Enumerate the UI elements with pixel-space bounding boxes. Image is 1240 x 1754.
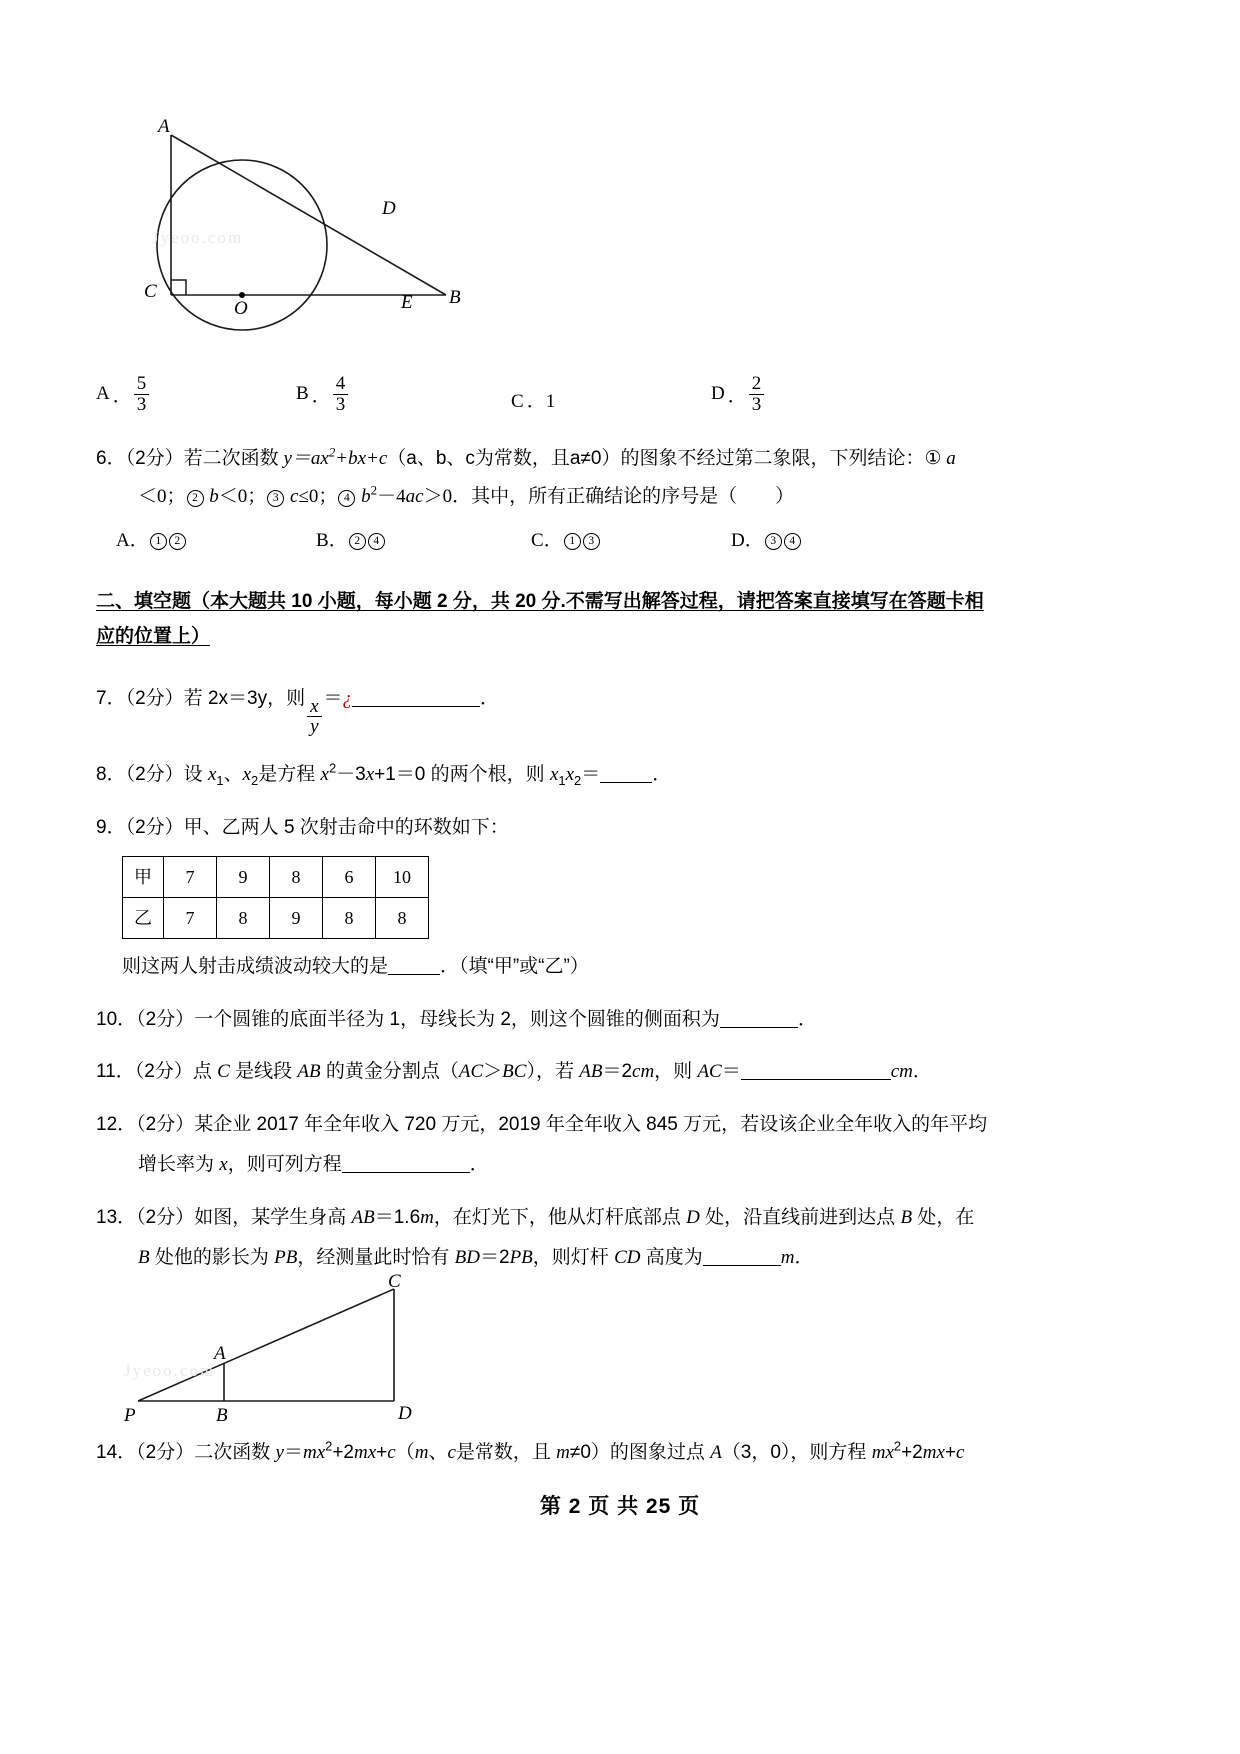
question-10-answer-blank[interactable] [720,1027,798,1028]
question-9-score-table [122,856,429,939]
question-8-number: 8 [96,764,107,786]
question-9-text: 甲、乙两人 5 次射击命中的环数如下： [183,816,509,838]
q5-option-A-denominator: 3 [134,394,150,415]
q5-option-B[interactable]: B ． $\frac{4}{3}$ [296,374,511,415]
table-cell: 8 [323,898,376,939]
question-9 [96,814,1151,982]
question-13-answer-blank[interactable] [703,1265,781,1266]
question-13 [96,1204,1151,1429]
circled-4-icon: 4 [784,533,801,550]
table-cell: 7 [164,898,217,939]
circled-3-icon: 3 [765,533,782,550]
q6-option-D-label: D [731,529,745,551]
question-6-number: 6 [96,447,107,469]
table-cell: 10 [376,857,429,898]
question-11-unit: cm [890,1061,913,1083]
section-2-heading-line-2: 应的位置上） [96,626,211,648]
q5-option-C-label: C [511,390,524,412]
question-12-marks: （2分） [136,1113,195,1135]
question-12-text-2: 增长率为 x，则可列方程 [138,1154,342,1176]
figure1-label-O: O [234,298,248,319]
question-11-tail: ． [912,1061,932,1083]
question-13-unit: m [780,1247,795,1269]
table-row [123,898,429,939]
table-cell: 6 [323,857,376,898]
question-8-marks: （2分） [125,764,184,786]
question-11-text: 点 C 是线段 AB 的黄金分割点（AC＞BC），若 AB＝2cm，则 AC＝ [192,1061,741,1083]
q5-option-A-label: A [96,383,110,405]
section-2-heading [96,584,1151,654]
q5-option-B-fraction [333,374,349,415]
figure1-label-C: C [144,281,157,302]
question-14-line: 14．（2分）二次函数 $y=mx^2+2mx+c(m$、c是常数，且 m≠0）的图象过点 A（3，0），则方程 $mx^2+2mx+c$ [96,1438,965,1463]
question-6-marks: （2分） [125,447,184,469]
q6-option-B[interactable]: B ． 2 4 [316,526,531,556]
question-12-answer-blank[interactable] [342,1172,470,1173]
table-row-header: 甲 [123,857,164,898]
q6-option-D[interactable]: D ． 3 4 [731,526,802,556]
table-row [123,857,429,898]
q5-option-D-numerator: 2 [751,373,762,394]
question-13-line-2 [138,1244,1151,1273]
question-9-text-after-a: 则这两人射击成绩波动较大的是 [122,956,389,978]
question-10-line: 10．（2分）一个圆锥的底面半径为 1，母线长为 2，则这个圆锥的侧面积为 ． [96,1008,817,1030]
question-9-marks: （2分） [125,816,184,838]
watermark: Jyeoo.com [124,1360,216,1380]
circled-1-icon: 1 [150,533,167,550]
question-7-fraction [307,697,321,738]
q5-option-C-value: 1 [545,390,556,412]
table-cell: 9 [217,857,270,898]
question-7-equals: ＝ [323,687,343,709]
question-12-tail: ． [469,1154,489,1176]
q5-option-B-numerator: 4 [335,373,346,394]
circled-2-icon: 2 [349,533,366,550]
question-12-line-2 [138,1151,1151,1180]
q5-option-D-fraction [749,374,765,415]
question-13-line-1: 13．（2分）如图，某学生身高 AB＝1.6m，在灯光下，他从灯杆底部点 D 处，沿直线前进到达点 B 处，在 [96,1206,975,1228]
figure1-label-A: A [158,116,170,137]
page-content [96,110,1151,1467]
question-14 [96,1439,1151,1468]
q5-option-D[interactable]: D ． $\frac{2}{3}$ [711,374,766,415]
question-11-answer-blank[interactable] [741,1079,891,1080]
circled-4-icon: 4 [338,490,355,507]
q6-options-row [116,526,1151,556]
question-14-text: 二次函数 $y=mx^2+2mx+c(m$、c是常数，且 m≠0）的图象过点 A（3，0），则方程 $mx^2+2mx+c$ [194,1438,965,1463]
circled-2-icon: 2 [169,533,186,550]
question-11-line: 11．（2分）点 C 是线段 AB 的黄金分割点（AC＞BC），若 AB＝2cm，则 AC＝ cm． [96,1061,932,1083]
question-13-text-2: B 处他的影长为 PB，经测量此时恰有 BD＝2PB，则灯杆 CD 高度为 [138,1247,703,1269]
table-cell: 9 [270,898,323,939]
table-row-header: 乙 [123,898,164,939]
question-10-text: 一个圆锥的底面半径为 1，母线长为 2，则这个圆锥的侧面积为 [194,1008,720,1030]
question-13-tail: ． [794,1247,814,1269]
question-7-marks: （2分） [125,687,184,709]
question-6-tail-a: a [946,447,956,469]
question-7-denominator: y [307,716,321,737]
figure-circle-triangle [124,110,544,358]
question-11-marks: （2分） [134,1061,193,1083]
figure2-svg [116,1279,516,1429]
question-8-line: 8．（2分）设 $x_1$、$x_2$是方程 $x^2-3x+1=0$ 的两个根，则 $x_1x_2=$ ． [96,761,672,789]
question-12-number: 12 [96,1113,118,1135]
question-8-tail: ． [652,764,672,786]
question-9-number: 9 [96,816,107,838]
question-12-line-1: 12．（2分）某企业 2017 年全年收入 720 万元，2019 年全年收入 845 万元，若设该企业全年收入的年平均 [96,1113,988,1135]
question-8 [96,761,1151,790]
question-10-number: 10 [96,1008,118,1030]
question-10-tail: ． [797,1008,817,1030]
question-12-text-1: 某企业 2017 年全年收入 720 万元，2019 年全年收入 845 万元，若设该企业全年收入的年平均 [194,1113,988,1135]
circled-3-icon: 3 [267,490,284,507]
question-8-answer-blank[interactable] [600,782,652,783]
question-8-text: 设 $x_1$、$x_2$是方程 $x^2-3x+1=0$ 的两个根，则 $x_1x_2=$ [183,761,601,789]
question-13-number: 13 [96,1206,118,1228]
figure1-label-D: D [382,198,396,219]
question-9-answer-blank[interactable] [388,974,440,975]
question-14-marks: （2分） [136,1441,195,1463]
q5-option-B-denominator: 3 [333,394,349,415]
table-cell: 8 [270,857,323,898]
question-7 [96,685,1151,738]
figure2-label-A: A [214,1342,226,1364]
q5-options-row [96,374,1151,415]
q5-option-D-denominator: 3 [749,394,765,415]
q5-option-D-label: D [711,383,725,405]
question-9-text-after-b: ．（填“甲”或“乙”） [440,956,589,978]
circled-3-icon: 3 [583,533,600,550]
section-2-heading-line-1: 二、填空题（本大题共 10 小题，每小题 2 分，共 20 分.不需写出解答过程，请把答案直接填写在答题卡相 [96,591,984,613]
q5-option-A-numerator: 5 [136,373,147,394]
q5-option-A-fraction [134,374,150,415]
table-cell: 8 [217,898,270,939]
q6-option-C[interactable]: C ． 1 3 [531,526,731,556]
question-13-marks: （2分） [136,1206,195,1228]
question-6 [96,445,1151,556]
figure1-label-E: E [401,292,413,313]
question-7-number: 7 [96,687,107,709]
watermark: Jyeoo.com [152,228,244,247]
question-9-line: 9．（2分）甲、乙两人 5 次射击命中的环数如下： [96,816,509,838]
figure1-label-B: B [449,287,461,308]
question-12 [96,1111,1151,1180]
figure-lamp-shadow [116,1270,516,1429]
figure2-label-P: P [124,1404,136,1426]
question-7-line: 7．（2分）若 2x＝3y，则 $\frac{x}{y}$ ＝¿ ． [96,687,500,738]
q5-option-B-label: B [296,383,309,405]
question-6-text-b: （a、b、c为常数，且a≠0）的图象不经过第二象限，下列结论：① [387,447,942,469]
circled-4-icon: 4 [368,533,385,550]
question-7-answer-blank[interactable] [352,706,480,707]
question-7-marker: ¿ [342,687,353,709]
q6-option-A[interactable]: A ． 1 2 [116,526,316,556]
circled-1-icon: 1 [564,533,581,550]
q6-option-A-label: A [116,529,130,551]
question-13-text-1: 如图，某学生身高 AB＝1.6m，在灯光下，他从灯杆底部点 D 处，沿直线前进到达点 B 处，在 [194,1206,975,1228]
question-10 [96,1006,1151,1035]
question-10-marks: （2分） [136,1008,195,1030]
page-footer: 第 2 页 共 25 页 [539,1495,701,1518]
q5-option-A[interactable]: A ． $\frac{5}{3}$ [96,374,296,415]
table-cell: 8 [376,898,429,939]
circled-2-icon: 2 [187,490,204,507]
q6-option-C-label: C [531,529,544,551]
question-6-line-1: 6．（2分）若二次函数 $y=ax^2+bx+c(a$、b、c为常数，且a≠0）的图象不经过第二象限，下列结论：① a [96,444,956,469]
table-cell: 7 [164,857,217,898]
figure2-label-C: C [388,1270,401,1292]
question-7-tail: ． [480,687,500,709]
q6-option-B-label: B [316,529,329,551]
question-14-number: 14 [96,1441,118,1463]
question-7-text: 若 2x＝3y，则 [183,687,306,709]
question-9-line-2 [122,953,1151,982]
question-6-equation: $y=ax^2+bx+c$ [283,444,388,469]
figure2-label-D: D [398,1402,412,1424]
question-6-text-a: 若二次函数 [183,447,279,469]
figure2-label-B: B [216,1404,228,1426]
q5-option-C[interactable]: C ． 1 [511,390,556,412]
question-7-numerator: x [310,695,319,717]
question-11 [96,1058,1151,1087]
question-6-line-2: ＜0； 2 b＜0； 3 c≤0； 4 $b^2-4ac>0$．其中，所有正确结论的序号是（ ） [138,483,795,508]
question-11-number: 11 [96,1061,116,1083]
